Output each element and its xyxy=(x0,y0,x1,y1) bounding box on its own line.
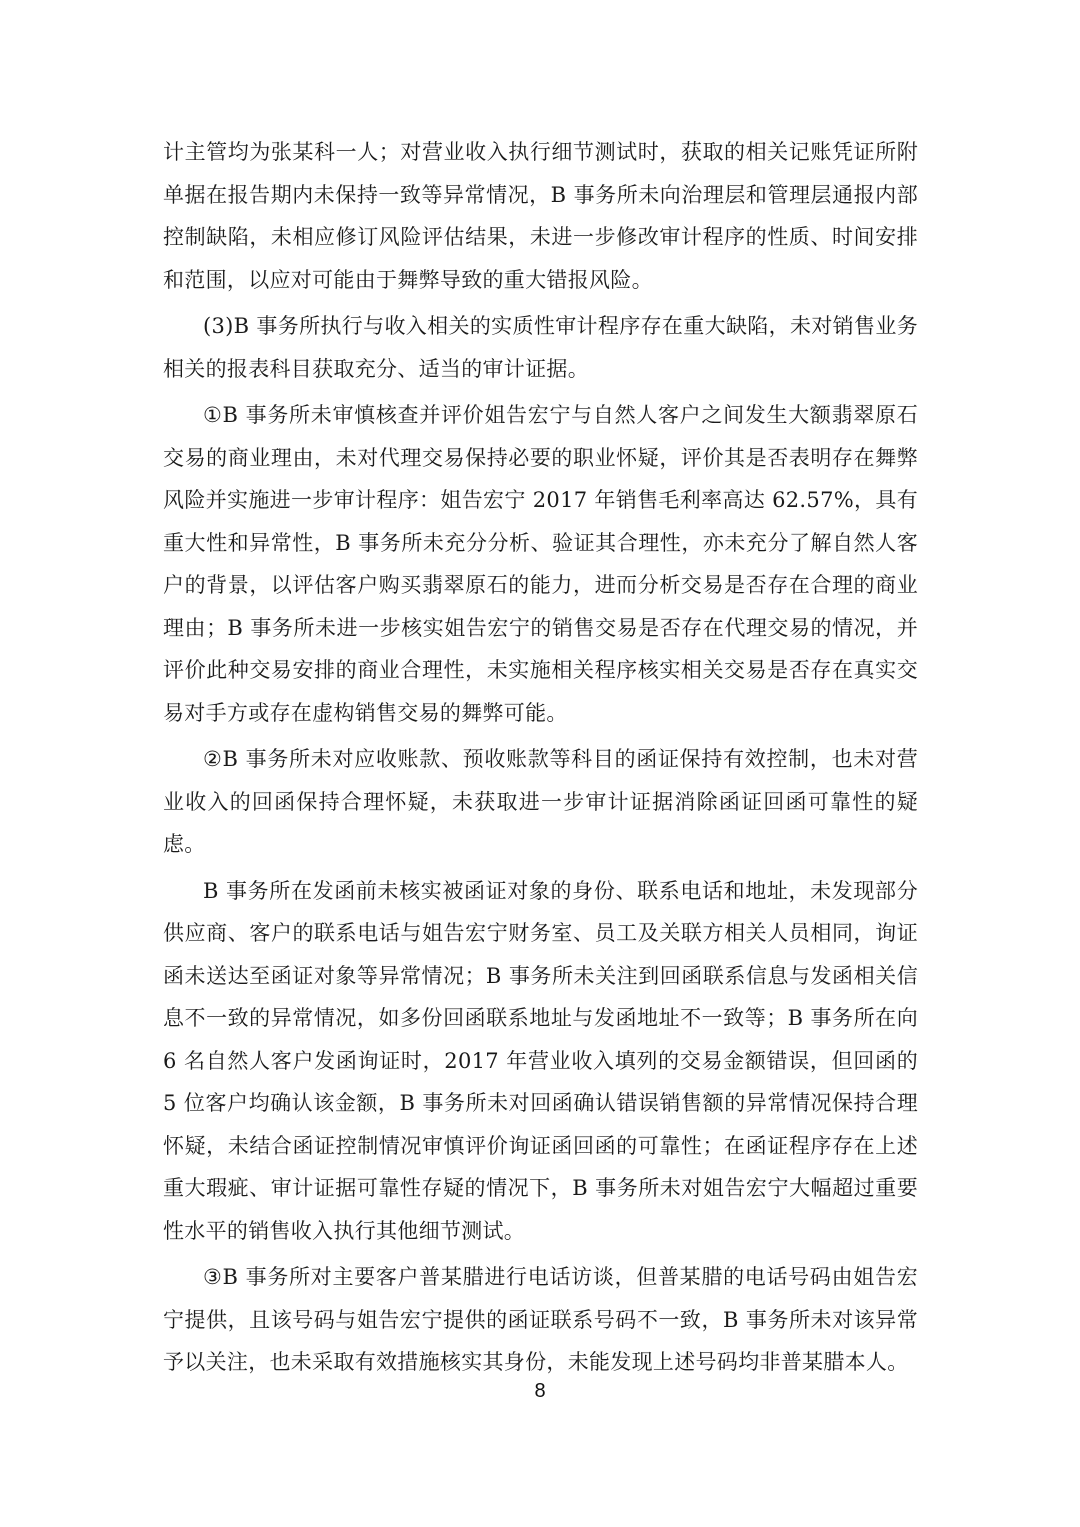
paragraph-confirmation-details: B 事务所在发函前未核实被函证对象的身份、联系电话和地址，未发现部分供应商、客户的联系电话与姐告宏宁财务室、员工及关联方相关人员相同，询证函未送达至函证对象等异常情况；B 事务所未关注到回函联系信息与发函相关信息不一致的异常情况，如多份回函联系地址与发函地址不一致等；B 事务所在向 6 名自然人客户发函询证时，2017 年营业收入填列的交易金额错误，但回函的 5 位客户均确认该金额，B 事务所未对回函确认错误销售额的异常情况保持合理怀疑，未结合函证控制情况审慎评价询证函回函的可靠性；在函证程序存在上述重大瑕疵、审计证据可靠性存疑的情况下，B 事务所未对姐告宏宁大幅超过重要性水平的销售收入执行其他细节测试。 xyxy=(163,878,918,1243)
paragraph-item-1: ①B 事务所未审慎核查并评价姐告宏宁与自然人客户之间发生大额翡翠原石交易的商业理由，未对代理交易保持必要的职业怀疑，评价其是否表明存在舞弊风险并实施进一步审计程序：姐告宏宁 2017 年销售毛利率高达 62.57%，具有重大性和异常性，B 事务所未充分分析、验证其合理性，亦未充分了解自然人客户的背景，以评估客户购买翡翠原石的能力，进而分析交易是否存在合理的商业理由；B 事务所未进一步核实姐告宏宁的销售交易是否存在代理交易的情况，并评价此种交易安排的商业合理性，未实施相关程序核实相关交易是否存在真实交易对手方或存在虚构销售交易的舞弊可能。 xyxy=(163,403,918,725)
paragraph-item-3: ③B 事务所对主要客户普某腊进行电话访谈，但普某腊的电话号码由姐告宏宁提供，且该号码与姐告宏宁提供的函证联系号码不一致，B 事务所未对该异常予以关注，也未采取有效措施核实其身份，未能发现上述号码均非普某腊本人。 xyxy=(163,1265,918,1374)
paragraph-item-2: ②B 事务所未对应收账款、预收账款等科目的函证保持有效控制，也未对营业收入的回函保持合理怀疑，未获取进一步审计证据消除函证回函可靠性的疑虑。 xyxy=(163,747,918,856)
document-body xyxy=(163,131,918,1388)
page-number: 8 xyxy=(534,1380,546,1402)
paragraph-section-3: (3)B 事务所执行与收入相关的实质性审计程序存在重大缺陷，未对销售业务相关的报表科目获取充分、适当的审计证据。 xyxy=(163,314,918,381)
paragraph-continuation: 计主管均为张某科一人；对营业收入执行细节测试时，获取的相关记账凭证所附单据在报告期内未保持一致等异常情况，B 事务所未向治理层和管理层通报内部控制缺陷，未相应修订风险评估结果，未进一步修改审计程序的性质、时间安排和范围，以应对可能由于舞弊导致的重大错报风险。 xyxy=(163,140,918,292)
